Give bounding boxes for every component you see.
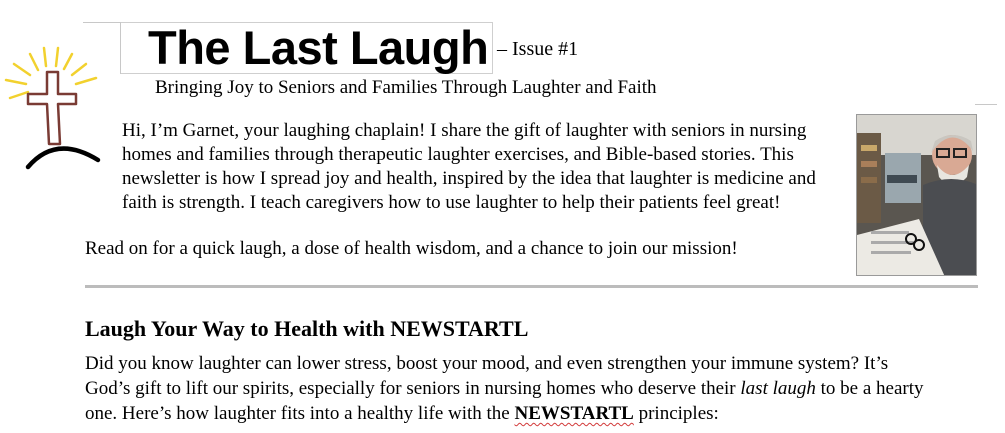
paragraph-line: [85, 376, 985, 401]
intro-paragraph: [122, 119, 862, 215]
intro-line: newsletter is how I spread joy and health, inspired by the idea that laughter is medicine and: [122, 168, 816, 189]
call-to-action: Read on for a quick laugh, a dose of health wisdom, and a chance to join our mission!: [85, 238, 738, 259]
paragraph-line: Did you know laughter can lower stress, boost your mood, and even strengthen your immune system? It’s: [85, 353, 889, 374]
author-photo: [856, 114, 977, 276]
hill-shape: [28, 149, 98, 167]
intro-line: faith is strength. I teach caregivers how to use laughter to help their patients feel great!: [122, 192, 781, 213]
cross-shape: [28, 72, 76, 144]
page-margin-mark: [83, 22, 123, 23]
tagline: Bringing Joy to Seniors and Families Through Laughter and Faith: [155, 77, 657, 98]
newstartl-term: NEWSTARTL: [514, 403, 634, 424]
section-heading: Laugh Your Way to Health with NEWSTARTL: [85, 316, 529, 341]
paragraph-line: [85, 401, 985, 426]
page-margin-mark: [975, 104, 997, 105]
line-text: principles:: [633, 403, 719, 424]
line-text: God’s gift to lift our spirits, especially for seniors in nursing homes who deserve their: [85, 378, 741, 399]
line-text: to be a hearty: [815, 378, 924, 399]
intro-line: homes and families through therapeutic laughter exercises, and Bible-based stories. This: [122, 144, 794, 165]
section-paragraph: [85, 351, 985, 426]
cross-sunburst-icon: [0, 42, 108, 172]
emphasized-phrase: last laugh: [740, 378, 816, 399]
issue-number: – Issue #1: [497, 38, 579, 60]
line-text: one. Here’s how laughter fits into a healthy life with the: [85, 403, 515, 424]
intro-line: Hi, I’m Garnet, your laughing chaplain! I share the gift of laughter with seniors in nursing: [122, 120, 807, 141]
section-divider: [85, 285, 978, 288]
newsletter-title: The Last Laugh: [148, 21, 489, 74]
